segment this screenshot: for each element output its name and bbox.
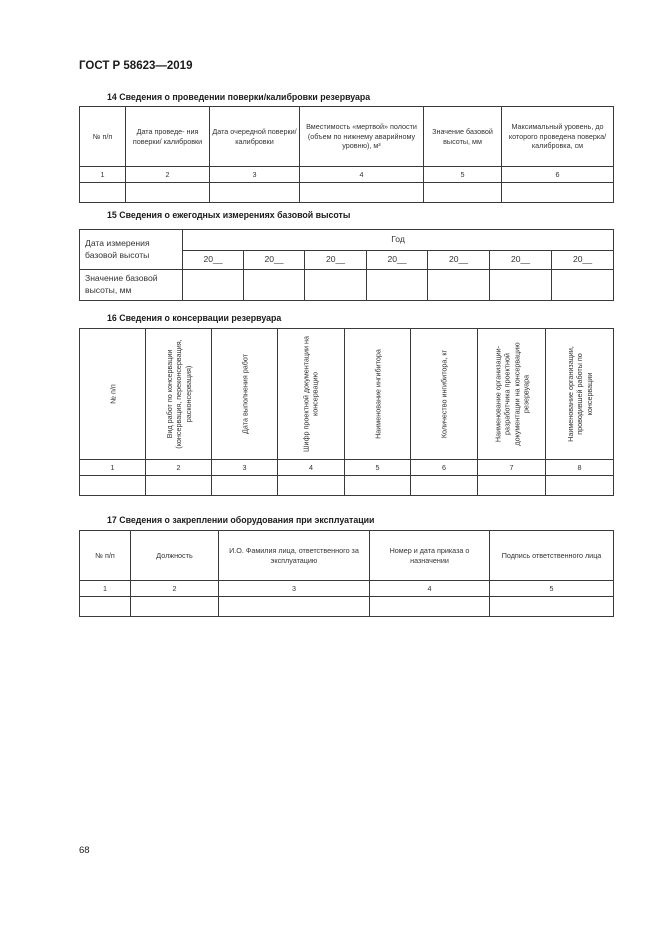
header-cell: Номер и дата приказа о назначении bbox=[370, 531, 490, 581]
column-number: 4 bbox=[278, 460, 345, 476]
column-number: 5 bbox=[490, 581, 614, 597]
year-cell: 20__ bbox=[428, 251, 490, 270]
header-cell: И.О. Фамилия лица, ответственного за эксплуатацию bbox=[219, 531, 370, 581]
column-number: 5 bbox=[424, 167, 502, 183]
empty-cell bbox=[490, 270, 552, 301]
column-number: 1 bbox=[80, 581, 131, 597]
header-cell bbox=[80, 329, 146, 460]
header-cell: Значение базовой высоты, мм bbox=[424, 107, 502, 167]
header-text: № п/п bbox=[107, 384, 117, 404]
section-17-title: 17 Сведения о закреплении оборудования при эксплуатации bbox=[107, 515, 375, 525]
column-number: 1 bbox=[80, 460, 146, 476]
table-row bbox=[80, 183, 614, 203]
column-number: 3 bbox=[210, 167, 300, 183]
empty-cell bbox=[502, 183, 614, 203]
conservation-table bbox=[79, 328, 614, 496]
header-text: Наименование организации, проводившей работы по консервации bbox=[565, 346, 594, 442]
header-cell bbox=[212, 329, 278, 460]
empty-cell bbox=[370, 597, 490, 617]
column-number: 4 bbox=[370, 581, 490, 597]
table-row bbox=[80, 476, 614, 496]
empty-cell bbox=[131, 597, 219, 617]
table-header-row bbox=[80, 329, 614, 460]
column-number: 2 bbox=[126, 167, 210, 183]
column-number: 4 bbox=[300, 167, 424, 183]
empty-cell bbox=[210, 183, 300, 203]
table-row bbox=[80, 270, 614, 301]
column-number: 6 bbox=[502, 167, 614, 183]
column-number: 5 bbox=[345, 460, 411, 476]
year-cell: 20__ bbox=[367, 251, 428, 270]
section-16-title: 16 Сведения о консервации резервуара bbox=[107, 313, 282, 323]
table-row bbox=[80, 597, 614, 617]
empty-cell bbox=[219, 597, 370, 617]
year-cell: 20__ bbox=[183, 251, 244, 270]
header-cell bbox=[411, 329, 478, 460]
column-number-row bbox=[80, 460, 614, 476]
header-cell: Дата проведе- ния поверки/ калибровки bbox=[126, 107, 210, 167]
header-cell bbox=[478, 329, 546, 460]
empty-cell bbox=[428, 270, 490, 301]
column-number: 3 bbox=[219, 581, 370, 597]
empty-cell bbox=[424, 183, 502, 203]
empty-cell bbox=[490, 597, 614, 617]
base-height-table bbox=[79, 229, 614, 301]
year-cell: 20__ bbox=[305, 251, 367, 270]
empty-cell bbox=[80, 183, 126, 203]
column-number: 7 bbox=[478, 460, 546, 476]
empty-cell bbox=[80, 597, 131, 617]
header-cell bbox=[146, 329, 212, 460]
column-number: 2 bbox=[146, 460, 212, 476]
header-cell: Подпись ответственного лица bbox=[490, 531, 614, 581]
column-number: 3 bbox=[212, 460, 278, 476]
header-cell: № п/п bbox=[80, 107, 126, 167]
empty-cell bbox=[411, 476, 478, 496]
header-text: Наименование ингибитора bbox=[372, 349, 382, 439]
header-cell bbox=[278, 329, 345, 460]
table-header-row bbox=[80, 230, 614, 251]
empty-cell bbox=[183, 270, 244, 301]
header-text: Дата выполнения работ bbox=[239, 354, 249, 434]
empty-cell bbox=[126, 183, 210, 203]
header-cell: Должность bbox=[131, 531, 219, 581]
empty-cell bbox=[300, 183, 424, 203]
year-cell: 20__ bbox=[490, 251, 552, 270]
empty-cell bbox=[367, 270, 428, 301]
year-cell: 20__ bbox=[244, 251, 305, 270]
year-cell: 20__ bbox=[552, 251, 614, 270]
table-header-row bbox=[80, 531, 614, 581]
header-cell: Максимальный уровень, до которого проведена поверка/ калибровка, см bbox=[502, 107, 614, 167]
column-number: 8 bbox=[546, 460, 614, 476]
assignment-table bbox=[79, 530, 614, 617]
header-cell: Дата очередной поверки/ калибровки bbox=[210, 107, 300, 167]
header-text: Шифр проектной документации на консервацию bbox=[301, 335, 320, 453]
calibration-table bbox=[79, 106, 614, 203]
header-text: Вид работ по консервации (консервация, переконсервация, расконсервация) bbox=[164, 339, 193, 449]
empty-cell bbox=[80, 476, 146, 496]
column-number-row bbox=[80, 581, 614, 597]
table-header-row bbox=[80, 107, 614, 167]
header-text: Количество ингибитора, кг bbox=[439, 349, 449, 439]
section-14-title: 14 Сведения о проведении поверки/калибровки резервуара bbox=[107, 92, 371, 102]
document-title: ГОСТ Р 58623—2019 bbox=[79, 60, 193, 72]
header-cell: № п/п bbox=[80, 531, 131, 581]
empty-cell bbox=[146, 476, 212, 496]
empty-cell bbox=[212, 476, 278, 496]
header-text: Наименование организации-разработчика проектной документации на консервацию резервуара bbox=[492, 342, 530, 446]
empty-cell bbox=[278, 476, 345, 496]
empty-cell bbox=[546, 476, 614, 496]
empty-cell bbox=[244, 270, 305, 301]
column-number: 2 bbox=[131, 581, 219, 597]
header-cell bbox=[546, 329, 614, 460]
row-label-date: Дата измерения базовой высоты bbox=[80, 230, 183, 270]
page-number: 68 bbox=[79, 845, 90, 856]
column-number-row bbox=[80, 167, 614, 183]
empty-cell bbox=[552, 270, 614, 301]
column-number: 6 bbox=[411, 460, 478, 476]
header-cell bbox=[345, 329, 411, 460]
header-cell: Вместимость «мертвой» полости (объем по нижнему аварийному уровню), м³ bbox=[300, 107, 424, 167]
column-number: 1 bbox=[80, 167, 126, 183]
empty-cell bbox=[345, 476, 411, 496]
section-15-title: 15 Сведения о ежегодных измерениях базовой высоты bbox=[107, 210, 351, 220]
empty-cell bbox=[305, 270, 367, 301]
empty-cell bbox=[478, 476, 546, 496]
year-header: Год bbox=[183, 230, 614, 251]
row-label-value: Значение базовой высоты, мм bbox=[80, 270, 183, 301]
